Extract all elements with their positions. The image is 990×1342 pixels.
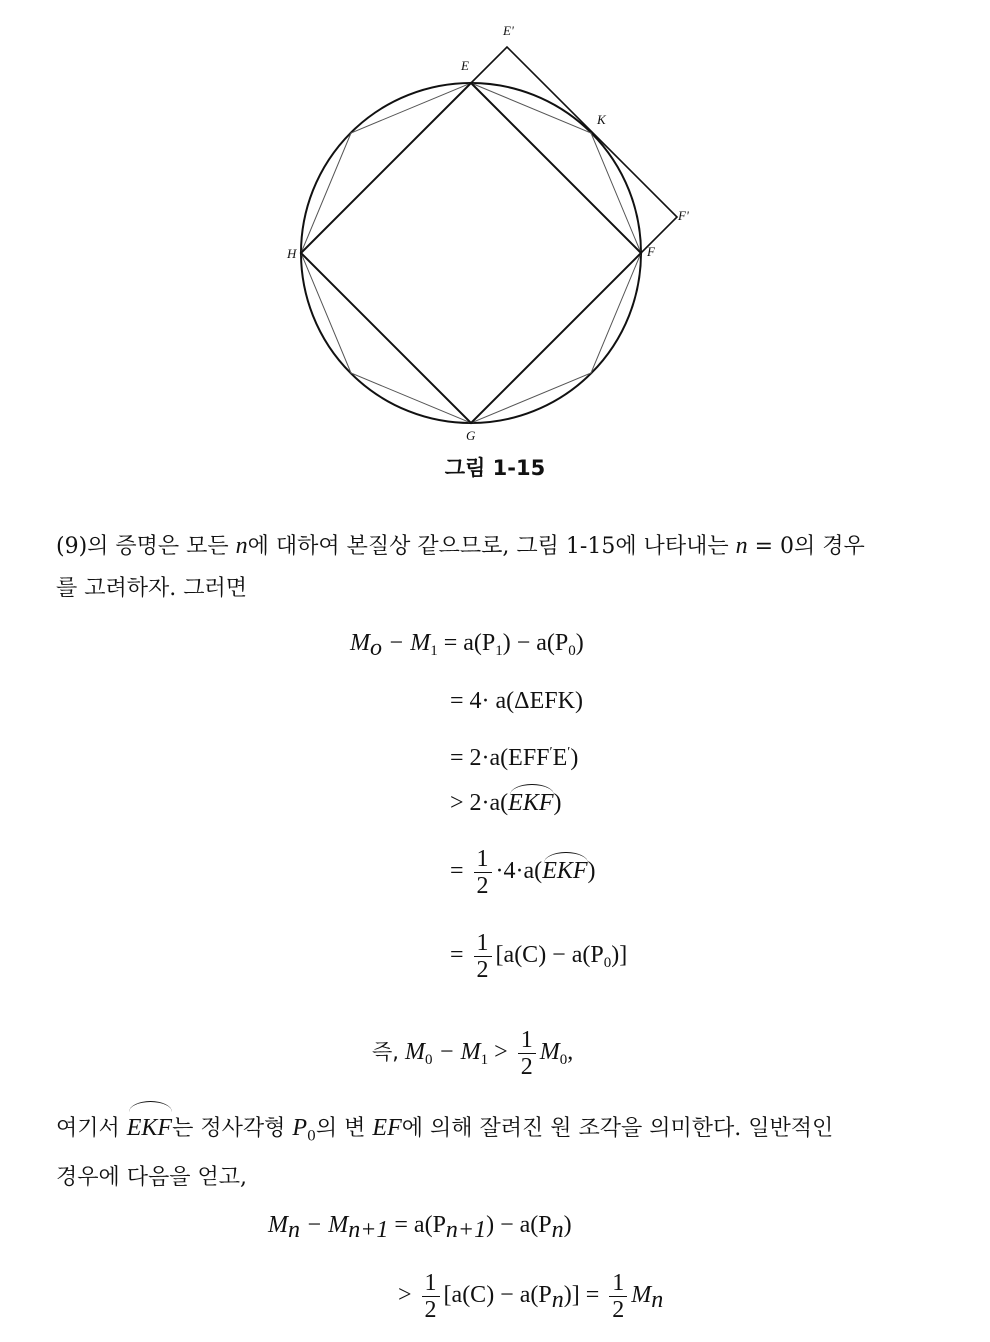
equation-5: = $\frac{1}{2}$ ·4·a(EKF) [450, 846, 596, 899]
equation-2: = 4· a(ΔEFK) [450, 688, 583, 714]
figure-caption: 그림 1-15 [444, 456, 546, 480]
equation-3: = 2·a(EFF′E′) [450, 745, 579, 771]
paragraph-2: 여기서 EKF는 정사각형 $P_0$의 변 EF에 의해 잘려진 원 조각을 의미한다. 일반적인 경우에 다음을 얻고, [56, 1107, 946, 1199]
equation-8: $M_n - M_{n+1} = a(P_{n+1}) - a(P_n)$ [268, 1212, 572, 1243]
label-F-prime: F' [678, 208, 689, 223]
label-H: H [287, 246, 297, 261]
label-G: G [466, 428, 476, 443]
para1-text-a: (9)의 증명은 모든 [56, 534, 236, 559]
para1-text-b: 에 대하여 본질상 같으므로, 그림 1-15에 나타내는 [247, 534, 736, 559]
fraction-one-half: $\frac{1}{2}$ [474, 930, 492, 983]
circle-C [301, 83, 641, 423]
para1-line2: 를 고려하자. 그러면 [56, 576, 247, 601]
equation-1: $M_o - M_1 = a(P_1) - a(P_0)$ [350, 630, 584, 661]
arc-EKF: EKF [542, 858, 588, 885]
octagon-P1 [301, 83, 641, 423]
equation-6: = $\frac{1}{2}$ $[a(C) - a(P_0)]$ [450, 930, 628, 983]
para1-text-c: = 0의 경우 [747, 534, 865, 559]
square-P0 [301, 83, 641, 423]
label-E-prime: E' [503, 23, 514, 38]
equation-7: 즉, $M_0 - M_1$ > $\frac{1}{2}$ $M_0$, [372, 1027, 574, 1080]
paragraph-1 [56, 525, 946, 610]
rectangle-EFFprimeEprime [471, 47, 677, 253]
label-E: E [461, 58, 469, 73]
figure-circle-square-octagon [0, 0, 990, 460]
fraction-one-half: $\frac{1}{2}$ [518, 1027, 536, 1080]
label-K: K [597, 112, 606, 127]
equation-4: > 2·a(EKF) [450, 790, 562, 816]
equation-9: > $\frac{1}{2}$ $[a(C) - a(P_n)]$ = $\frac{1}{2}$ $M_n$ [398, 1270, 664, 1323]
para1-var-n2: n [735, 533, 748, 559]
arc-EKF: EKF [508, 790, 554, 816]
fraction-one-half: $\frac{1}{2}$ [609, 1270, 627, 1323]
label-F: F [647, 244, 655, 259]
fraction-one-half: $\frac{1}{2}$ [422, 1270, 440, 1323]
para1-var-n: n [235, 533, 248, 559]
arc-EKF: EKF [127, 1107, 172, 1149]
fraction-one-half: $\frac{1}{2}$ [474, 846, 492, 899]
